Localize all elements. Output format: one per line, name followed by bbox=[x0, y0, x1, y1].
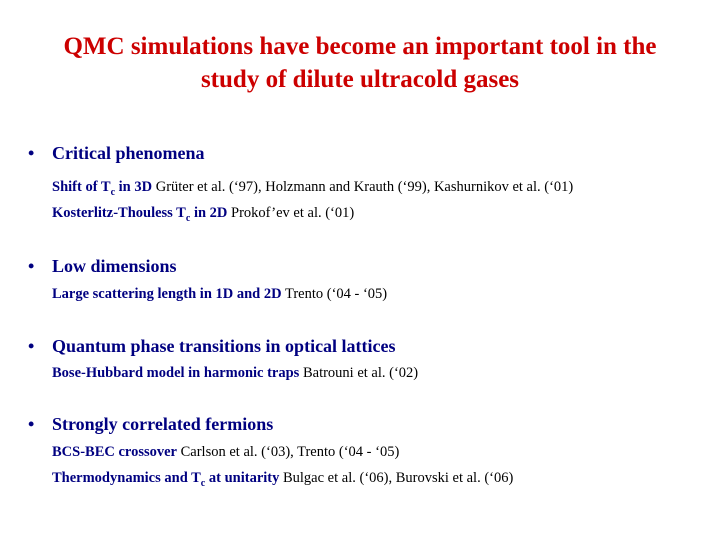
title-line-2: study of dilute ultracold gases bbox=[200, 66, 520, 93]
bullet-glyph: • bbox=[28, 143, 35, 163]
sub-item-refs: Grüter et al. (‘97), Holzmann and Krauth (‘99), Kashurnikov et al. (‘01) bbox=[155, 179, 574, 195]
sub-item-label: Shift of $T_c$ in 3D bbox=[52, 179, 153, 198]
sub-item-label: Bose-Hubbard model in harmonic traps bbox=[52, 365, 300, 381]
sub-item-thermodynamics bbox=[52, 470, 513, 489]
section-heading: Quantum phase transitions in optical lattices bbox=[52, 336, 396, 356]
sub-item-label: Large scattering length in 1D and 2D bbox=[52, 286, 282, 302]
sub-item-scattering-length bbox=[52, 286, 387, 303]
sub-item-refs: Prokof’ev et al. (‘01) bbox=[231, 205, 355, 221]
sub-item-refs: Trento (‘04 - ‘05) bbox=[284, 286, 388, 302]
bullet-strongly-correlated-fermions bbox=[28, 414, 273, 435]
slide-title bbox=[0, 30, 720, 96]
title-line-1: QMC simulations have become an important tool in the bbox=[63, 33, 657, 60]
section-heading: Strongly correlated fermions bbox=[52, 414, 274, 434]
bullet-glyph: • bbox=[28, 414, 35, 434]
section-heading: Low dimensions bbox=[52, 256, 177, 276]
bullet-glyph: • bbox=[28, 336, 35, 356]
sub-item-bcs-bec bbox=[52, 444, 399, 461]
sub-item-kosterlitz-thouless bbox=[52, 205, 354, 224]
bullet-low-dimensions bbox=[28, 256, 177, 277]
sub-item-bose-hubbard bbox=[52, 365, 418, 382]
bullet-quantum-phase-transitions bbox=[28, 336, 396, 357]
sub-item-label: Kosterlitz-Thouless $T_c$ in 2D bbox=[52, 205, 228, 224]
bullet-glyph: • bbox=[28, 256, 35, 276]
bullet-critical-phenomena bbox=[28, 143, 205, 164]
sub-item-refs: Bulgac et al. (‘06), Burovski et al. (‘06) bbox=[282, 470, 514, 486]
section-heading: Critical phenomena bbox=[52, 143, 205, 163]
sub-item-refs: Batrouni et al. (‘02) bbox=[302, 365, 419, 381]
sub-item-label: Thermodynamics and $T_c$ at unitarity bbox=[52, 470, 280, 489]
sub-item-refs: Carlson et al. (‘03), Trento (‘04 - ‘05) bbox=[180, 444, 400, 460]
sub-item-label: BCS-BEC crossover bbox=[52, 444, 177, 460]
sub-item-shift-tc bbox=[52, 179, 573, 198]
